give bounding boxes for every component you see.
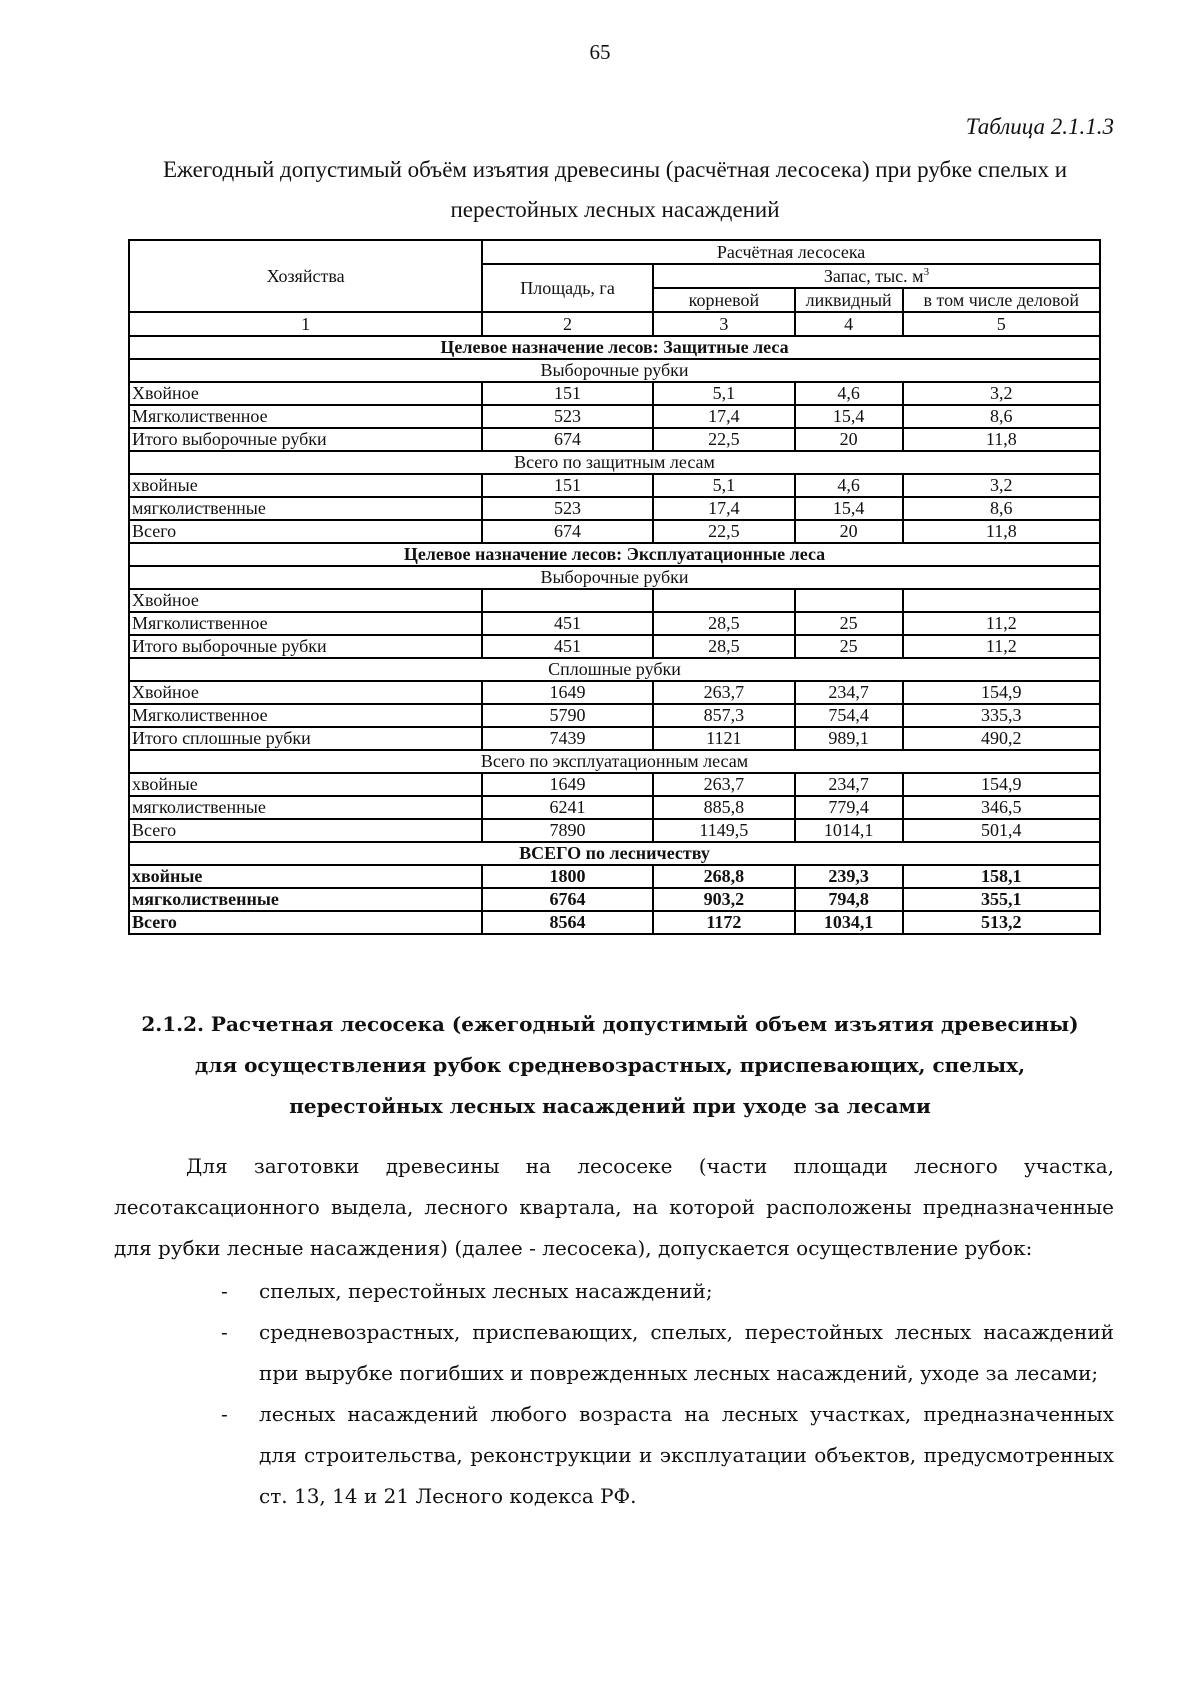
value-cell: 22,5: [653, 428, 795, 451]
value-cell: 4,6: [795, 474, 903, 497]
value-cell: 1149,5: [653, 819, 795, 842]
table-row: [129, 382, 1100, 405]
section-label: Целевое назначение лесов: Защитные леса: [129, 336, 1100, 359]
value-cell: 151: [482, 382, 653, 405]
total-row: [129, 911, 1100, 934]
row-label-cell: Хвойное: [129, 681, 482, 704]
value-cell: [482, 589, 653, 612]
value-cell: 25: [795, 612, 903, 635]
row-label-cell: Мягколиственное: [129, 704, 482, 727]
section-row: [129, 543, 1100, 566]
value-cell: 451: [482, 635, 653, 658]
value-cell: 6764: [482, 888, 653, 911]
value-cell: 1649: [482, 681, 653, 704]
value-cell: 451: [482, 612, 653, 635]
value-cell: 3,2: [903, 382, 1100, 405]
subsection-label: Выборочные рубки: [129, 359, 1100, 382]
value-cell: 523: [482, 497, 653, 520]
value-cell: [795, 589, 903, 612]
value-cell: 779,4: [795, 796, 903, 819]
value-cell: 5,1: [653, 474, 795, 497]
value-cell: 11,2: [903, 612, 1100, 635]
value-cell: 355,1: [903, 888, 1100, 911]
value-cell: [653, 589, 795, 612]
row-label-cell: хвойные: [129, 773, 482, 796]
row-label-cell: мягколиственные: [129, 888, 482, 911]
table-row: [129, 589, 1100, 612]
value-cell: 523: [482, 405, 653, 428]
list-item: [114, 1394, 1114, 1517]
header-stock-superscript: 3: [923, 265, 930, 278]
value-cell: 11,8: [903, 520, 1100, 543]
table-row: [129, 612, 1100, 635]
value-cell: 234,7: [795, 773, 903, 796]
list-item: [114, 1312, 1114, 1394]
table-row: [129, 819, 1100, 842]
table-row: [129, 704, 1100, 727]
value-cell: 1649: [482, 773, 653, 796]
value-cell: 1172: [653, 911, 795, 934]
dash-marker: -: [221, 1279, 228, 1303]
value-cell: 154,9: [903, 773, 1100, 796]
value-cell: 28,5: [653, 612, 795, 635]
value-cell: 1800: [482, 865, 653, 888]
value-cell: 151: [482, 474, 653, 497]
value-cell: 5790: [482, 704, 653, 727]
subsection-label: Выборочные рубки: [129, 566, 1100, 589]
section-row: [129, 336, 1100, 359]
total-row: [129, 888, 1100, 911]
dash-marker: -: [221, 1320, 228, 1344]
row-label-cell: мягколиственные: [129, 497, 482, 520]
value-cell: 346,5: [903, 796, 1100, 819]
value-cell: 1121: [653, 727, 795, 750]
value-cell: 7890: [482, 819, 653, 842]
header-stock-label: Запас, тыс. м: [823, 265, 924, 286]
value-cell: 17,4: [653, 497, 795, 520]
value-cell: 28,5: [653, 635, 795, 658]
value-cell: 20: [795, 520, 903, 543]
header-liquid: ликвидный: [795, 288, 903, 312]
table-row: [129, 405, 1100, 428]
value-cell: 501,4: [903, 819, 1100, 842]
table-row: [129, 474, 1100, 497]
dash-marker: -: [221, 1402, 228, 1426]
table-row: [129, 428, 1100, 451]
section-label: Целевое назначение лесов: Эксплуатационные леса: [129, 543, 1100, 566]
row-label-cell: Итого выборочные рубки: [129, 635, 482, 658]
table-body: [129, 336, 1100, 934]
table-header-row: [129, 240, 1100, 264]
value-cell: 6241: [482, 796, 653, 819]
subsection-label: Всего по защитным лесам: [129, 451, 1100, 474]
table-row: [129, 497, 1100, 520]
header-area: Площадь, га: [482, 264, 653, 312]
row-label-cell: Всего: [129, 819, 482, 842]
value-cell: 794,8: [795, 888, 903, 911]
subsection-row: [129, 451, 1100, 474]
value-cell: 20: [795, 428, 903, 451]
header-root: корневой: [653, 288, 795, 312]
value-cell: 8564: [482, 911, 653, 934]
value-cell: 4,6: [795, 382, 903, 405]
value-cell: 239,3: [795, 865, 903, 888]
section-row: [129, 842, 1100, 865]
body-paragraph: Для заготовки древесины на лесосеке (части площади лесного участка, лесотаксационного выдела, лесного квартала, на которой расположены предназначенные для рубки лесные насаждения) (далее - лесосека), допускается осуществление рубок:: [114, 1154, 1114, 1260]
value-cell: 674: [482, 520, 653, 543]
value-cell: 154,9: [903, 681, 1100, 704]
row-label-cell: хвойные: [129, 474, 482, 497]
column-number: 4: [795, 312, 903, 336]
value-cell: 15,4: [795, 497, 903, 520]
value-cell: 263,7: [653, 773, 795, 796]
value-cell: 989,1: [795, 727, 903, 750]
value-cell: 1014,1: [795, 819, 903, 842]
table-row: [129, 727, 1100, 750]
row-label-cell: Итого выборочные рубки: [129, 428, 482, 451]
value-cell: 17,4: [653, 405, 795, 428]
row-label-cell: Всего: [129, 520, 482, 543]
value-cell: 11,2: [903, 635, 1100, 658]
table-row: [129, 520, 1100, 543]
value-cell: 885,8: [653, 796, 795, 819]
list-item-text: спелых, перестойных лесных насаждений;: [259, 1279, 713, 1303]
value-cell: 1034,1: [795, 911, 903, 934]
column-number: 3: [653, 312, 795, 336]
subsection-row: [129, 750, 1100, 773]
value-cell: 335,3: [903, 704, 1100, 727]
value-cell: 3,2: [903, 474, 1100, 497]
column-number: 1: [129, 312, 482, 336]
list-item-text: средневозрастных, приспевающих, спелых, перестойных лесных насаждений при вырубке погибших и поврежденных лесных насаждений, уходе за лесами;: [259, 1320, 1114, 1385]
value-cell: 7439: [482, 727, 653, 750]
bullet-list: [114, 1271, 1114, 1517]
list-item: [114, 1271, 1114, 1312]
value-cell: [903, 589, 1100, 612]
value-cell: 158,1: [903, 865, 1100, 888]
section-label: ВСЕГО по лесничеству: [129, 842, 1100, 865]
header-business: в том числе деловой: [903, 288, 1100, 312]
row-label-cell: Хвойное: [129, 589, 482, 612]
value-cell: 5,1: [653, 382, 795, 405]
column-number: 2: [482, 312, 653, 336]
table-row: [129, 796, 1100, 819]
value-cell: 513,2: [903, 911, 1100, 934]
value-cell: 674: [482, 428, 653, 451]
table-number-row: [129, 312, 1100, 336]
value-cell: 263,7: [653, 681, 795, 704]
value-cell: 22,5: [653, 520, 795, 543]
value-cell: 11,8: [903, 428, 1100, 451]
subsection-label: Всего по эксплуатационным лесам: [129, 750, 1100, 773]
table-row: [129, 773, 1100, 796]
table-title: Ежегодный допустимый объём изъятия древесины (расчётная лесосека) при рубке спелых и перестойных лесных насаждений: [162, 157, 1068, 222]
value-cell: 234,7: [795, 681, 903, 704]
value-cell: 15,4: [795, 405, 903, 428]
subsection-row: [129, 359, 1100, 382]
cutting-table: [128, 239, 1101, 935]
row-label-cell: Мягколиственное: [129, 612, 482, 635]
table-row: [129, 635, 1100, 658]
table-row: [129, 681, 1100, 704]
column-number: 5: [903, 312, 1100, 336]
header-farms: Хозяйства: [129, 240, 482, 312]
row-label-cell: мягколиственные: [129, 796, 482, 819]
subsection-row: [129, 658, 1100, 681]
value-cell: 8,6: [903, 497, 1100, 520]
row-label-cell: Всего: [129, 911, 482, 934]
header-calculated-cutting: Расчётная лесосека: [482, 240, 1100, 264]
value-cell: 8,6: [903, 405, 1100, 428]
section-heading: 2.1.2. Расчетная лесосека (ежегодный допустимый объем изъятия древесины) для осуществления рубок средневозрастных, приспевающих, спелых, перестойных лесных насаждений при уходе за лесами: [141, 1012, 1079, 1118]
subsection-row: [129, 566, 1100, 589]
value-cell: 754,4: [795, 704, 903, 727]
row-label-cell: Хвойное: [129, 382, 482, 405]
row-label-cell: Мягколиственное: [129, 405, 482, 428]
total-row: [129, 865, 1100, 888]
page-number: 65: [589, 40, 611, 64]
list-item-text: лесных насаждений любого возраста на лесных участках, предназначенных для строительства, реконструкции и эксплуатации объектов, предусмотренных ст. 13, 14 и 21 Лесного кодекса РФ.: [259, 1402, 1114, 1508]
table-label: Таблица 2.1.1.3: [965, 114, 1114, 139]
value-cell: 268,8: [653, 865, 795, 888]
row-label-cell: Итого сплошные рубки: [129, 727, 482, 750]
value-cell: 857,3: [653, 704, 795, 727]
value-cell: 25: [795, 635, 903, 658]
header-stock: [653, 264, 1100, 288]
value-cell: 490,2: [903, 727, 1100, 750]
value-cell: 903,2: [653, 888, 795, 911]
subsection-label: Сплошные рубки: [129, 658, 1100, 681]
row-label-cell: хвойные: [129, 865, 482, 888]
